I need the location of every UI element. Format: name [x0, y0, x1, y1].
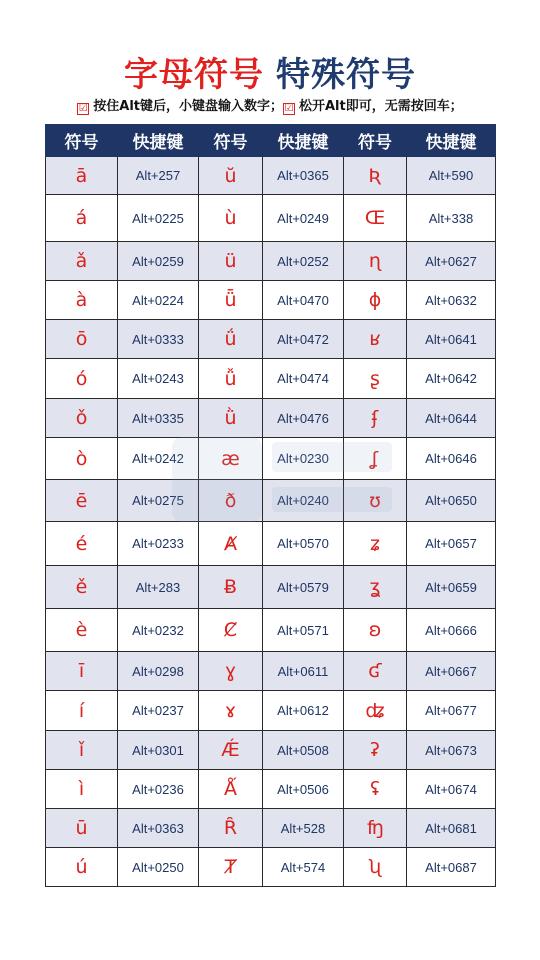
instructions — [0, 97, 540, 117]
shortcut-cell: Alt+0673 — [407, 731, 496, 770]
symbol-cell: ʡ — [344, 731, 407, 770]
shortcut-cell: Alt+0301 — [118, 731, 199, 770]
shortcut-cell: Alt+0570 — [263, 522, 344, 566]
checkbox-icon: ☑ — [78, 103, 88, 114]
table-row — [46, 195, 496, 242]
symbol-cell: ɤ — [199, 691, 263, 731]
symbol-cell: ʂ — [344, 359, 407, 399]
symbol-cell: ǚ — [199, 359, 263, 399]
symbol-cell: ʁ — [344, 320, 407, 359]
shortcut-cell: Alt+0233 — [118, 522, 199, 566]
symbol-cell: ʓ — [344, 566, 407, 609]
table-row — [46, 522, 496, 566]
symbol-cell: ì — [46, 770, 118, 809]
table-row — [46, 848, 496, 887]
shortcut-cell: Alt+0571 — [263, 609, 344, 652]
shortcut-cell: Alt+0474 — [263, 359, 344, 399]
table-row — [46, 359, 496, 399]
symbol-cell: ǒ — [46, 399, 118, 438]
table-row — [46, 691, 496, 731]
table-header-row — [46, 125, 496, 157]
table-row — [46, 157, 496, 195]
shortcut-cell: Alt+0365 — [263, 157, 344, 195]
table-row — [46, 731, 496, 770]
shortcut-cell: Alt+0650 — [407, 480, 496, 522]
table-row — [46, 609, 496, 652]
symbol-cell: á — [46, 195, 118, 242]
symbol-cell: ʢ — [344, 770, 407, 809]
table-row — [46, 320, 496, 359]
shortcut-cell: Alt+0470 — [263, 281, 344, 320]
shortcut-cell: Alt+528 — [263, 809, 344, 848]
shortcut-cell: Alt+0612 — [263, 691, 344, 731]
shortcut-cell: Alt+283 — [118, 566, 199, 609]
shortcut-cell: Alt+0666 — [407, 609, 496, 652]
symbol-cell: ǜ — [199, 399, 263, 438]
symbol-cell: ī — [46, 652, 118, 691]
title-special-symbols: 特殊符号 — [276, 55, 416, 95]
shortcut-cell: Alt+0252 — [263, 242, 344, 281]
shortcut-cell: Alt+0476 — [263, 399, 344, 438]
symbol-cell: ǐ — [46, 731, 118, 770]
symbol-cell: ě — [46, 566, 118, 609]
table-row — [46, 566, 496, 609]
shortcut-cell: Alt+0674 — [407, 770, 496, 809]
symbol-cell: Ǻ — [199, 770, 263, 809]
header-symbol: 符号 — [199, 125, 263, 157]
symbol-cell: ʩ — [344, 809, 407, 848]
page-title — [0, 52, 540, 98]
shortcut-cell: Alt+0677 — [407, 691, 496, 731]
shortcut-cell: Alt+0275 — [118, 480, 199, 522]
symbol-cell: è — [46, 609, 118, 652]
symbol-cell: Ʀ — [344, 157, 407, 195]
symbol-cell: ŭ — [199, 157, 263, 195]
shortcut-cell: Alt+0579 — [263, 566, 344, 609]
table-body — [46, 157, 496, 887]
shortcut-cell: Alt+590 — [407, 157, 496, 195]
title-letter-symbols: 字母符号 — [124, 55, 264, 95]
header-symbol: 符号 — [344, 125, 407, 157]
symbol-cell: é — [46, 522, 118, 566]
symbol-cell: ǎ — [46, 242, 118, 281]
symbol-cell: ʚ — [344, 609, 407, 652]
symbol-cell: ɣ — [199, 652, 263, 691]
shortcut-cell: Alt+0249 — [263, 195, 344, 242]
shortcut-cell: Alt+574 — [263, 848, 344, 887]
shortcut-cell: Alt+0259 — [118, 242, 199, 281]
symbol-cell: à — [46, 281, 118, 320]
table-row — [46, 242, 496, 281]
shortcut-cell: Alt+0657 — [407, 522, 496, 566]
shortcut-cell: Alt+0641 — [407, 320, 496, 359]
symbol-cell: ò — [46, 438, 118, 480]
symbol-cell: ǘ — [199, 320, 263, 359]
shortcut-cell: Alt+0237 — [118, 691, 199, 731]
symbol-cell: ù — [199, 195, 263, 242]
symbol-cell: ɸ — [344, 281, 407, 320]
symbol-cell: ð — [199, 480, 263, 522]
symbol-cell: Ƀ — [199, 566, 263, 609]
shortcut-cell: Alt+0243 — [118, 359, 199, 399]
shortcut-cell: Alt+0687 — [407, 848, 496, 887]
shortcut-cell: Alt+0646 — [407, 438, 496, 480]
shortcut-cell: Alt+0644 — [407, 399, 496, 438]
table-row — [46, 281, 496, 320]
table-row — [46, 809, 496, 848]
shortcut-cell: Alt+0681 — [407, 809, 496, 848]
symbol-cell: æ — [199, 438, 263, 480]
symbol-cell: ú — [46, 848, 118, 887]
header-shortcut: 快捷键 — [407, 125, 496, 157]
shortcut-cell: Alt+338 — [407, 195, 496, 242]
shortcut-cell: Alt+0508 — [263, 731, 344, 770]
symbol-cell: ā — [46, 157, 118, 195]
shortcut-cell: Alt+0627 — [407, 242, 496, 281]
shortcut-cell: Alt+0506 — [263, 770, 344, 809]
symbol-cell: Ⱦ — [199, 848, 263, 887]
instruction-text-2: 松开Alt即可，无需按回车； — [299, 99, 463, 114]
shortcut-cell: Alt+0333 — [118, 320, 199, 359]
shortcut-cell: Alt+0667 — [407, 652, 496, 691]
symbol-shortcut-table — [45, 124, 496, 887]
shortcut-cell: Alt+0642 — [407, 359, 496, 399]
shortcut-cell: Alt+0230 — [263, 438, 344, 480]
shortcut-cell: Alt+0250 — [118, 848, 199, 887]
shortcut-cell: Alt+0472 — [263, 320, 344, 359]
header-symbol: 符号 — [46, 125, 118, 157]
shortcut-cell: Alt+0224 — [118, 281, 199, 320]
shortcut-cell: Alt+0363 — [118, 809, 199, 848]
symbol-cell: ʊ — [344, 480, 407, 522]
symbol-cell: Ȓ — [199, 809, 263, 848]
shortcut-cell: Alt+0240 — [263, 480, 344, 522]
instruction-text-1: 按住Alt键后，小键盘输入数字； — [93, 99, 283, 114]
symbol-cell: ʑ — [344, 522, 407, 566]
symbol-cell: Ǽ — [199, 731, 263, 770]
checkbox-icon: ☑ — [284, 103, 294, 114]
symbol-cell: ó — [46, 359, 118, 399]
symbol-cell: ʆ — [344, 438, 407, 480]
symbol-cell: Ȼ — [199, 609, 263, 652]
shortcut-cell: Alt+0632 — [407, 281, 496, 320]
symbol-cell: Ⱥ — [199, 522, 263, 566]
shortcut-cell: Alt+0335 — [118, 399, 199, 438]
table-row — [46, 480, 496, 522]
shortcut-cell: Alt+0232 — [118, 609, 199, 652]
symbol-cell: ʛ — [344, 652, 407, 691]
symbol-cell: ō — [46, 320, 118, 359]
table-row — [46, 399, 496, 438]
symbol-cell: í — [46, 691, 118, 731]
symbol-cell: ū — [46, 809, 118, 848]
shortcut-cell: Alt+0225 — [118, 195, 199, 242]
shortcut-cell: Alt+0236 — [118, 770, 199, 809]
shortcut-cell: Alt+257 — [118, 157, 199, 195]
shortcut-cell: Alt+0242 — [118, 438, 199, 480]
symbol-cell: ü — [199, 242, 263, 281]
table-row — [46, 770, 496, 809]
table-row — [46, 438, 496, 480]
symbol-cell: ē — [46, 480, 118, 522]
symbol-cell: ʄ — [344, 399, 407, 438]
symbol-cell: ʥ — [344, 691, 407, 731]
table-row — [46, 652, 496, 691]
header-shortcut: 快捷键 — [118, 125, 199, 157]
shortcut-cell: Alt+0659 — [407, 566, 496, 609]
symbol-cell: ʯ — [344, 848, 407, 887]
symbol-cell: ɳ — [344, 242, 407, 281]
symbol-cell: ǖ — [199, 281, 263, 320]
shortcut-cell: Alt+0298 — [118, 652, 199, 691]
header-shortcut: 快捷键 — [263, 125, 344, 157]
shortcut-cell: Alt+0611 — [263, 652, 344, 691]
symbol-cell: Œ — [344, 195, 407, 242]
